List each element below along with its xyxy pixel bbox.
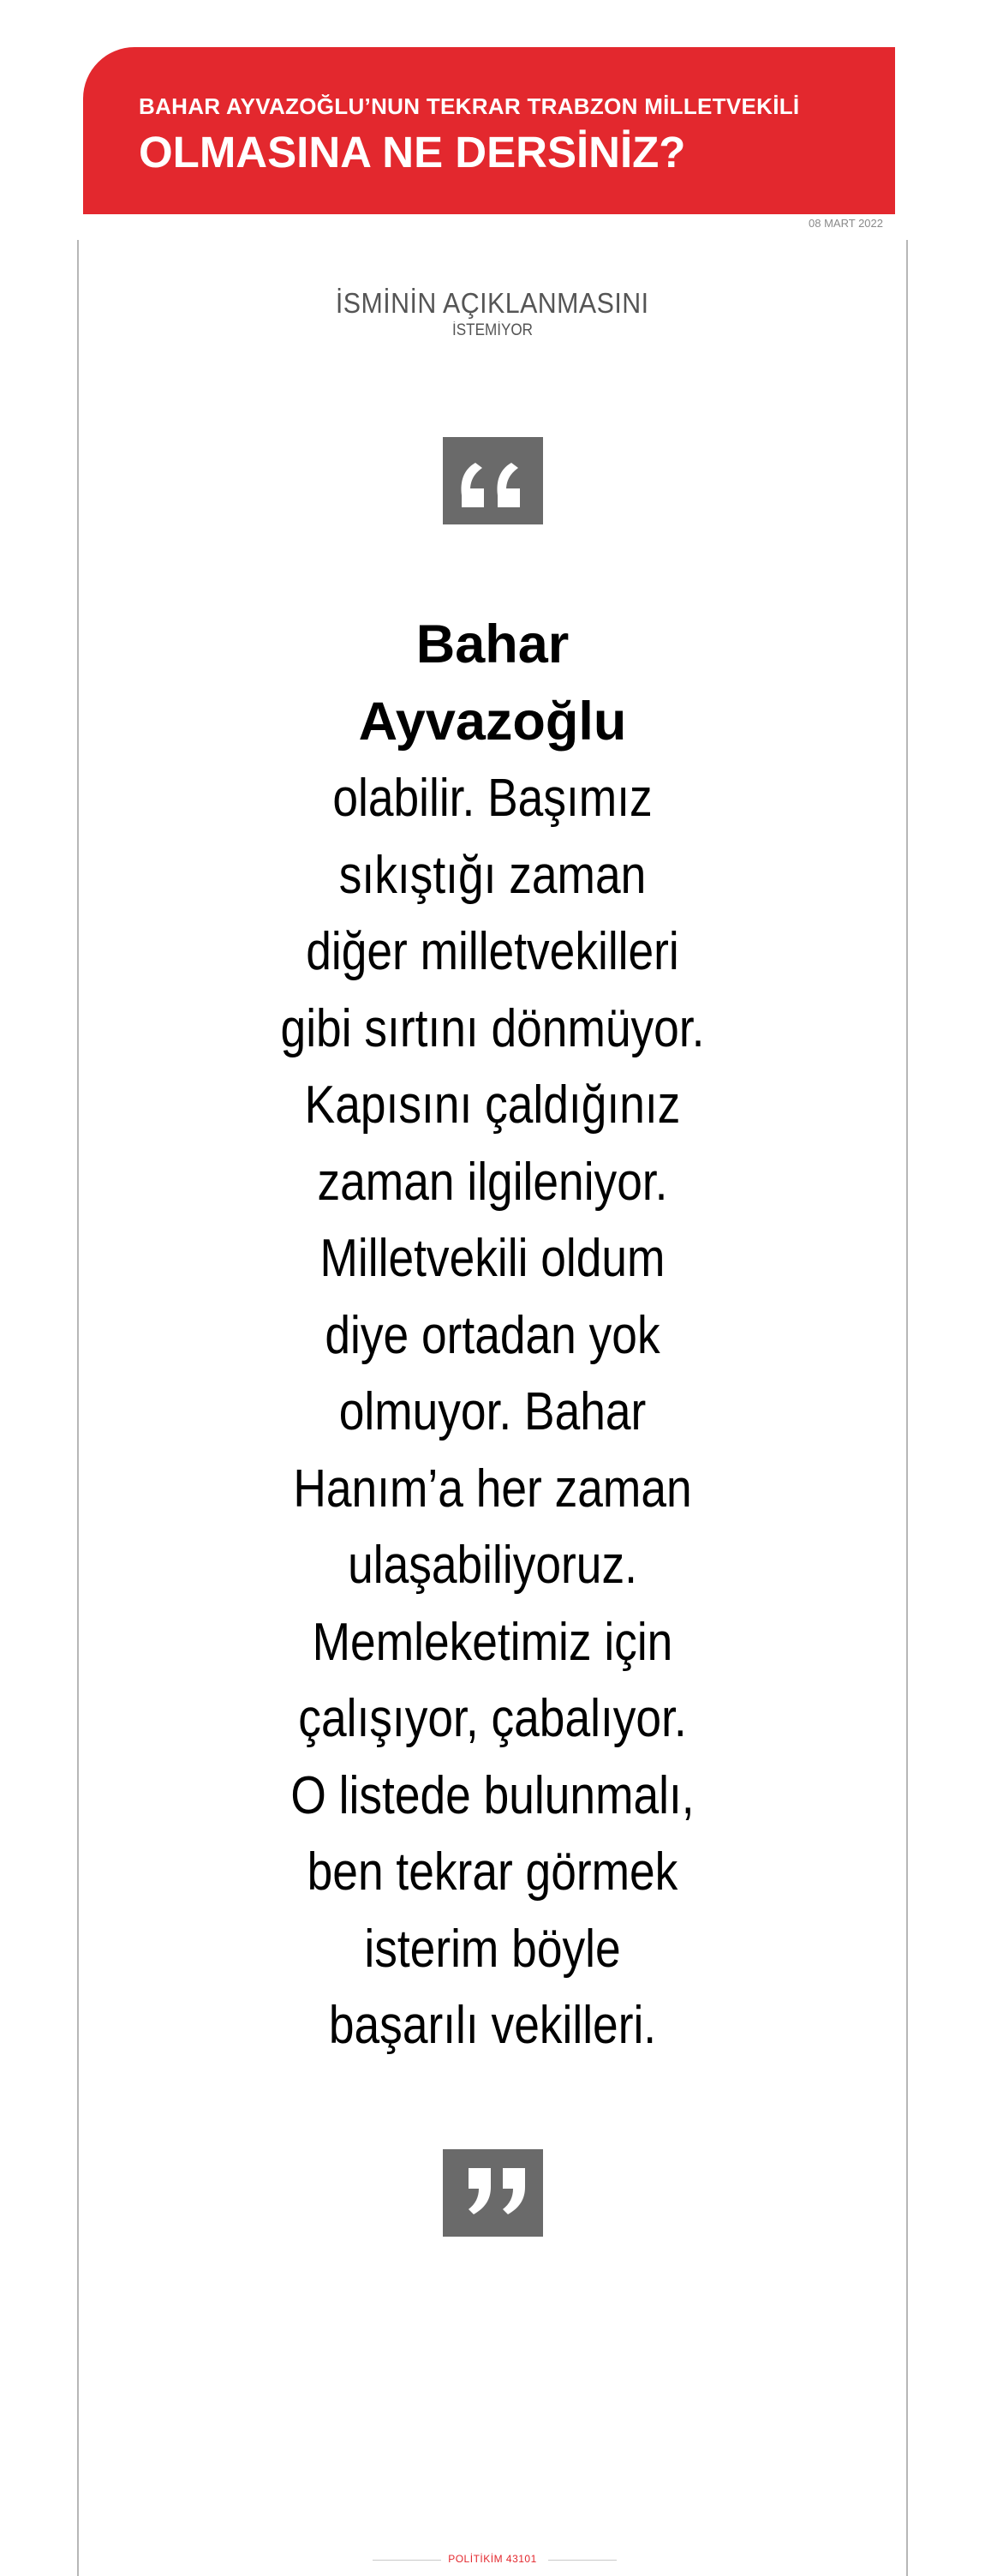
quote-line: olmuyor. Bahar xyxy=(338,1382,647,1441)
source-note: İSTEMİYOR xyxy=(451,321,534,339)
quote-line: O listede bulunmalı, xyxy=(290,1765,695,1825)
frame-left-border xyxy=(77,240,79,2576)
publish-date: 08 MART 2022 xyxy=(809,217,883,230)
quote-person-name xyxy=(171,607,814,760)
quote-line: diğer milletvekilleri xyxy=(306,922,679,981)
close-quote-icon xyxy=(443,2149,543,2237)
open-quote-icon xyxy=(443,437,543,524)
quote-name-line: Ayvazoğlu xyxy=(358,691,627,752)
quote-line: isterim böyle xyxy=(364,1919,621,1979)
headline-line-2: OLMASINA NE DERSİNİZ? xyxy=(139,128,686,177)
quote-line: ulaşabiliyoruz. xyxy=(348,1536,637,1595)
quote-line: Milletvekili oldum xyxy=(319,1229,666,1288)
quote-line: Kapısını çaldığınız xyxy=(304,1075,681,1135)
quote-line: ben tekrar görmek xyxy=(307,1842,678,1902)
quote-name-line: Bahar xyxy=(415,614,570,674)
quote-text xyxy=(171,607,814,2064)
quote-line: diye ortadan yok xyxy=(325,1305,660,1365)
footer-divider-right xyxy=(548,2560,617,2561)
headline-banner xyxy=(83,47,895,214)
quote-line: sıkıştığı zaman xyxy=(338,845,647,905)
quote-line: zaman ilgileniyor. xyxy=(317,1152,668,1212)
quote-line: olabilir. Başımız xyxy=(332,769,653,828)
quote-line: Hanım’a her zaman xyxy=(293,1459,692,1519)
quote-line: Memleketimiz için xyxy=(312,1612,673,1672)
source-name: İSMİNİN AÇIKLANMASINI xyxy=(336,287,649,319)
frame-right-border xyxy=(906,240,908,2576)
quote-line: gibi sırtını dönmüyor. xyxy=(280,998,705,1058)
headline-line-1: BAHAR AYVAZOĞLU’NUN TEKRAR TRABZON MİLLETVEKİLİ xyxy=(139,93,800,119)
quote-body xyxy=(217,760,769,2064)
footer-label: POLİTİKİM 43101 xyxy=(448,2553,537,2565)
quote-source xyxy=(0,286,985,341)
quote-line: başarılı vekilleri. xyxy=(328,1996,657,2055)
quote-line: çalışıyor, çabalıyor. xyxy=(298,1689,687,1748)
